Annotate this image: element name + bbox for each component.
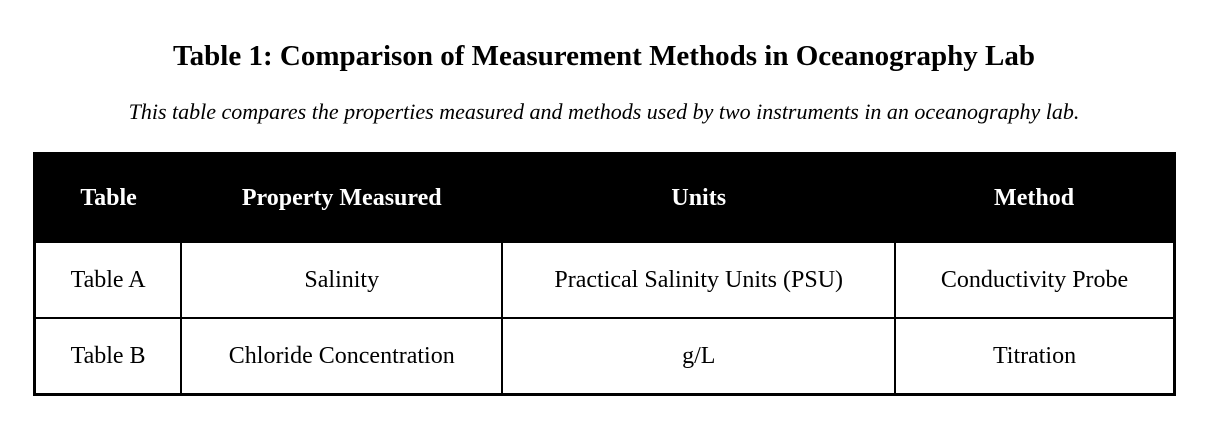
- table-body: [35, 242, 1175, 395]
- page-title: Table 1: Comparison of Measurement Methods in Oceanography Lab: [173, 40, 1035, 72]
- header-units: Units: [502, 154, 895, 243]
- cell-property-measured: Salinity: [181, 242, 502, 318]
- cell-property-measured: Chloride Concentration: [181, 318, 502, 395]
- cell-table: Table B: [35, 318, 182, 395]
- header-property-measured: Property Measured: [181, 154, 502, 243]
- header-method: Method: [895, 154, 1174, 243]
- table-row: [35, 242, 1175, 318]
- table-caption: This table compares the properties measured and methods used by two instruments in an oceanography lab.: [128, 99, 1080, 124]
- cell-units: Practical Salinity Units (PSU): [502, 242, 895, 318]
- measurement-methods-table: [33, 152, 1176, 396]
- header-table: Table: [35, 154, 182, 243]
- cell-method: Conductivity Probe: [895, 242, 1174, 318]
- cell-units: g/L: [502, 318, 895, 395]
- cell-method: Titration: [895, 318, 1174, 395]
- table-header: [35, 154, 1175, 243]
- cell-table: Table A: [35, 242, 182, 318]
- header-row: [35, 154, 1175, 243]
- table-row: [35, 318, 1175, 395]
